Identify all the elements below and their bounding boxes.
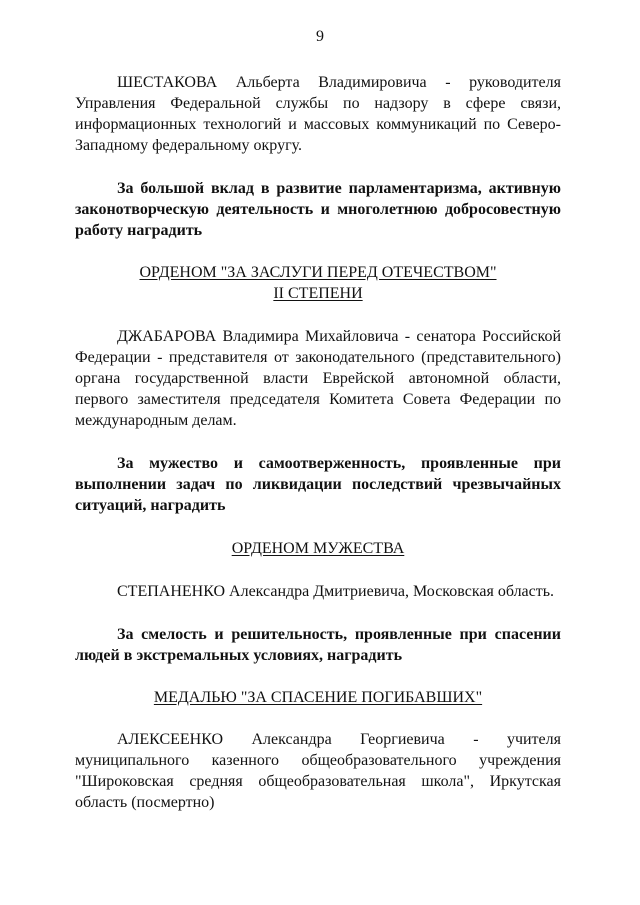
award-reason-parliamentarism: За большой вклад в развитие парламентаризма, активную законотворческую деятельность и многолетнюю добросовестную работу наградить <box>75 180 561 239</box>
award-reason-rescue: За смелость и решительность, проявленные при спасении людей в экстремальных условиях, наградить <box>75 626 561 664</box>
document-body <box>75 72 561 813</box>
award-heading-order-merit-line2: II СТЕПЕНИ <box>273 285 363 302</box>
award-recipient-alekseenko: АЛЕКСЕЕНКО Александра Георгиевича - учителя муниципального казенного общеобразовательного учреждения "Широковская средняя общеобразовательная школа", Иркутская область (посмертно) <box>75 731 561 811</box>
award-reason-courage: За мужество и самоотверженность, проявленные при выполнении задач по ликвидации последствий чрезвычайных ситуаций, наградить <box>75 455 561 514</box>
award-heading-medal-rescue: МЕДАЛЬЮ "ЗА СПАСЕНИЕ ПОГИБАВШИХ" <box>153 689 483 706</box>
award-recipient-stepanenko: СТЕПАНЕНКО Александра Дмитриевича, Московская область. <box>117 583 555 600</box>
award-recipient-shestakov: ШЕСТАКОВА Альберта Владимировича - руководителя Управления Федеральной службы по надзору в сфере связи, информационных технологий и массовых коммуникаций по Северо-Западному федеральному округу. <box>75 74 561 154</box>
award-recipient-dzhabarov: ДЖАБАРОВА Владимира Михайловича - сенатора Российской Федерации - представителя от законодательного (представительного) органа государственной власти Еврейской автономной области, первого заместителя председателя Комитета Совета Федерации по международным делам. <box>75 328 561 429</box>
award-heading-order-merit-line1: ОРДЕНОМ "ЗА ЗАСЛУГИ ПЕРЕД ОТЕЧЕСТВОМ" <box>139 264 497 281</box>
page-number: 9 <box>316 28 324 45</box>
award-heading-order-courage: ОРДЕНОМ МУЖЕСТВА <box>231 540 405 557</box>
award-heading-order-merit <box>75 262 561 304</box>
